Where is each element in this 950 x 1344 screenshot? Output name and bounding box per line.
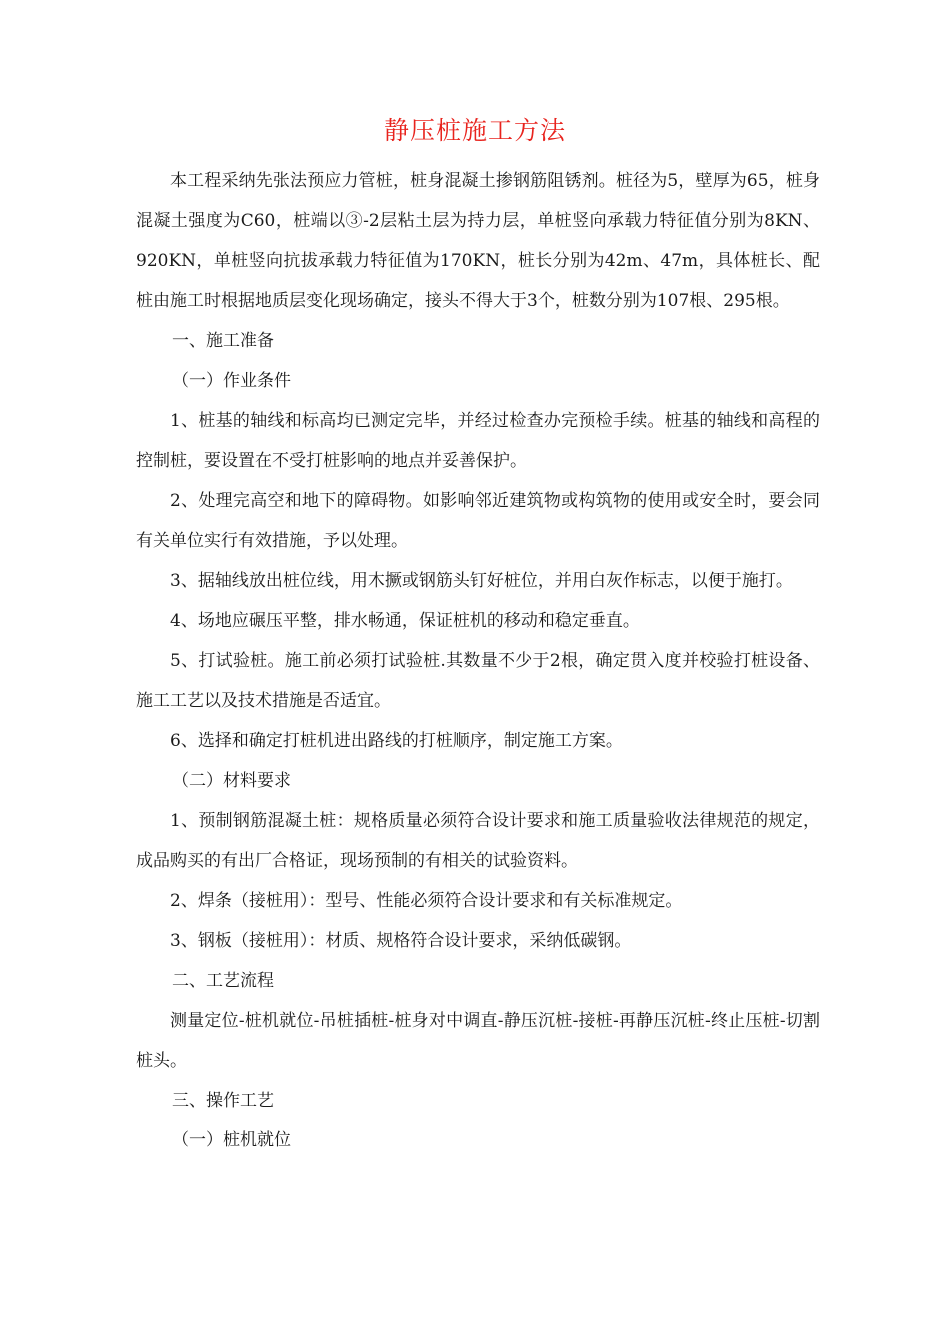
process-flow-text: 测量定位-桩机就位-吊桩插桩-桩身对中调直-静压沉桩-接桩-再静压沉桩-终止压桩-切割桩头。	[136, 1011, 820, 1071]
material-item: 3、钢板（接桩用）：材质、规格符合设计要求，采纳低碳钢。	[170, 931, 632, 951]
section-heading-process-flow: 二、工艺流程	[172, 971, 274, 991]
section-heading-preparation: 一、施工准备	[172, 331, 274, 351]
work-condition-item: 1、桩基的轴线和标高均已测定完毕，并经过检查办完预检手续。桩基的轴线和高程的控制桩，要设置在不受打桩影响的地点并妥善保护。	[136, 411, 820, 471]
work-condition-item: 3、据轴线放出桩位线，用木撅或钢筋头钉好桩位，并用白灰作标志，以便于施打。	[170, 571, 793, 591]
intro-paragraph: 本工程采纳先张法预应力管桩，桩身混凝土掺钢筋阻锈剂。桩径为5，壁厚为65，桩身混凝土强度为C60，桩端以③-2层粘土层为持力层，单桩竖向承载力特征值分别为8KN、920KN，单桩竖向抗拔承载力特征值为170KN，桩长分别为42m、47m，具体桩长、配桩由施工时根据地质层变化现场确定，接头不得大于3个，桩数分别为107根、295根。	[136, 171, 820, 311]
section-heading-operation: 三、操作工艺	[172, 1091, 274, 1111]
material-item: 2、焊条（接桩用）：型号、性能必须符合设计要求和有关标准规定。	[170, 891, 683, 911]
work-condition-item: 6、选择和确定打桩机进出路线的打桩顺序，制定施工方案。	[170, 731, 623, 751]
document-title: 静压桩施工方法	[383, 116, 566, 145]
work-condition-item: 4、场地应碾压平整，排水畅通，保证桩机的移动和稳定垂直。	[170, 611, 640, 631]
subsection-heading-work-conditions: （一）作业条件	[172, 371, 291, 391]
work-condition-item: 2、处理完高空和地下的障碍物。如影响邻近建筑物或构筑物的使用或安全时，要会同有关单位实行有效措施，予以处理。	[136, 491, 820, 551]
document-body	[136, 161, 820, 1155]
subsection-heading-pile-machine-positioning: （一）桩机就位	[172, 1130, 291, 1150]
subsection-heading-materials: （二）材料要求	[172, 771, 291, 791]
work-condition-item: 5、打试验桩。施工前必须打试验桩.其数量不少于2根，确定贯入度并校验打桩设备、施工工艺以及技术措施是否适宜。	[136, 651, 820, 711]
material-item: 1、预制钢筋混凝土桩：规格质量必须符合设计要求和施工质量验收法律规范的规定，成品购买的有出厂合格证，现场预制的有相关的试验资料。	[136, 811, 820, 871]
